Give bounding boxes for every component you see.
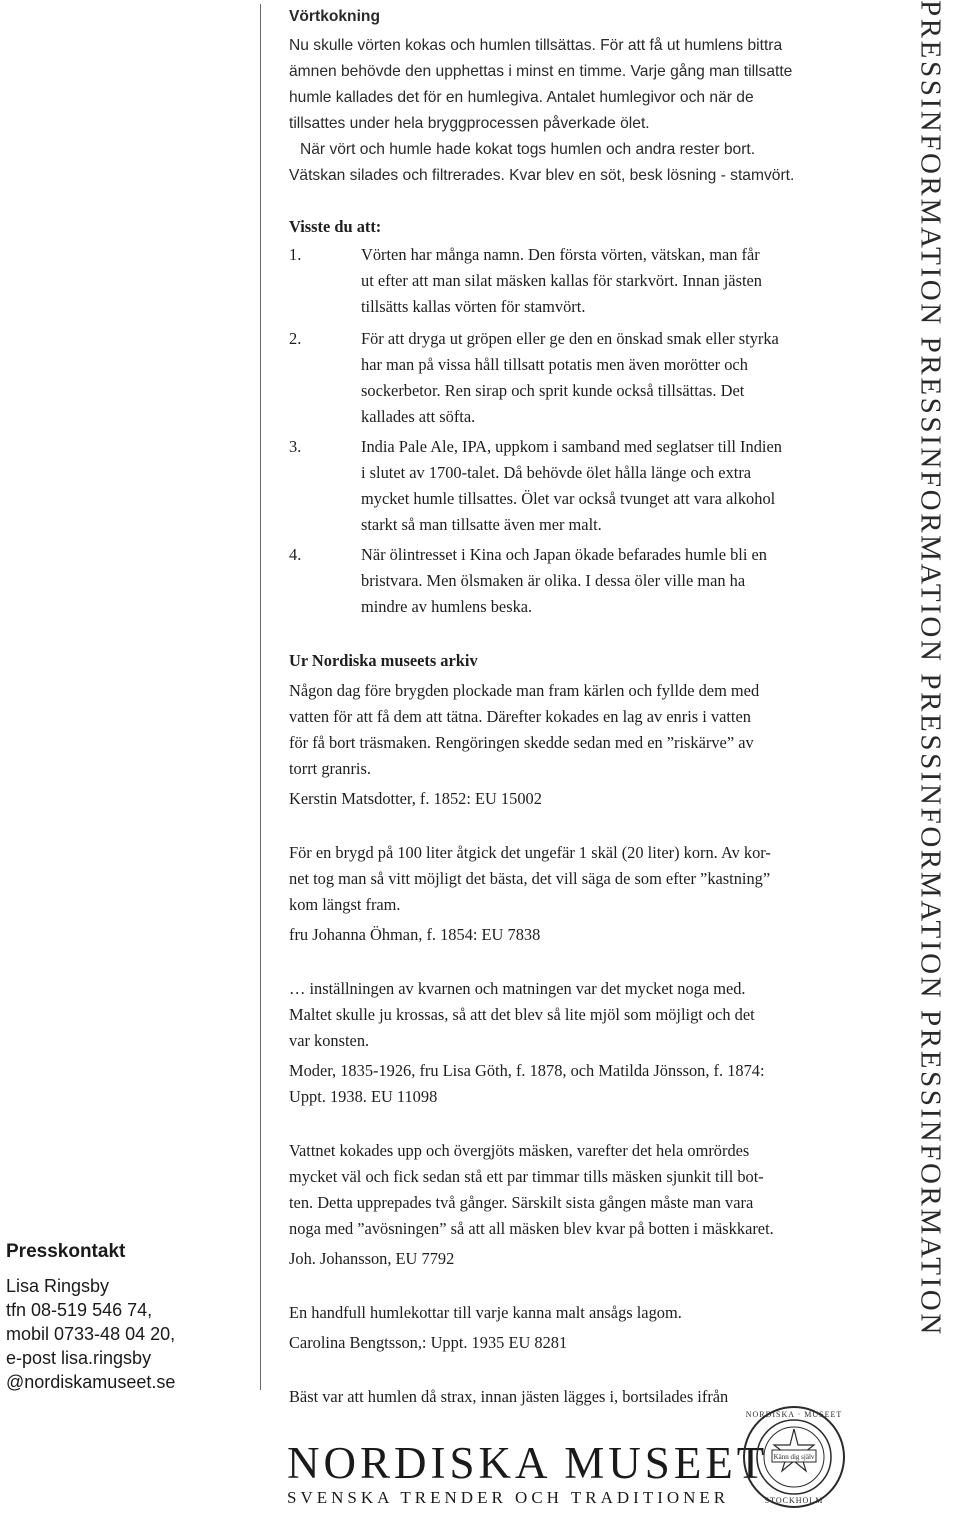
item-line: kallades att söfta.: [361, 407, 476, 426]
main-content: [289, 4, 849, 1410]
contact-mobile: mobil 0733-48 04 20,: [6, 1324, 176, 1344]
item-line: Vörten har många namn. Den första vörten, vätskan, man får: [361, 245, 760, 264]
archive-quote: [289, 840, 849, 948]
quote-source: Kerstin Matsdotter, f. 1852: EU 15002: [289, 789, 542, 808]
list-item: [289, 326, 849, 430]
museum-seal-icon: [742, 1405, 846, 1509]
quote-source: Carolina Bengtsson,: Uppt. 1935 EU 8281: [289, 1333, 568, 1352]
item-line: har man på vissa håll tillsatt potatis men även morötter och: [361, 355, 748, 374]
list-item: [289, 434, 849, 538]
archive-quote: [289, 976, 849, 1110]
section-heading: Vörtkokning: [289, 8, 380, 25]
item-line: bristvara. Men ölsmaken är olika. I dessa öler ville man ha: [361, 571, 746, 590]
quote-line: … inställningen av kvarnen och matningen var det mycket noga med.: [289, 979, 746, 998]
quote-line: torrt granris.: [289, 759, 371, 778]
quote-line: kom längst fram.: [289, 895, 401, 914]
list-number: 3.: [289, 437, 302, 456]
archive-quote: [289, 678, 849, 812]
item-line: i slutet av 1700-talet. Då behövde ölet hålla länge och extra: [361, 463, 752, 482]
quote-line: mycket väl och fick sedan stå ett par timmar tills mäsken sjunkit till bot-: [289, 1167, 764, 1186]
archive-quote: [289, 1138, 849, 1272]
contact-phone: tfn 08-519 546 74,: [6, 1300, 153, 1320]
quote-line: för få bort träsmaken. Rengöringen skedde sedan med en ”riskärve” av: [289, 733, 754, 752]
logo-tagline: SVENSKA TRENDER OCH TRADITIONER: [287, 1488, 730, 1507]
archive-quote: [289, 1300, 849, 1356]
contact-name: Lisa Ringsby: [6, 1276, 110, 1296]
item-line: sockerbetor. Ren sirap och sprit kunde också tillsättas. Det: [361, 381, 745, 400]
fact-list: [289, 242, 849, 620]
item-line: India Pale Ale, IPA, uppkom i samband med seglatser till Indien: [361, 437, 782, 456]
section-arkiv: [289, 648, 849, 1410]
logo-wordmark: NORDISKA MUSEET: [287, 1438, 769, 1488]
quote-source: Joh. Johansson, EU 7792: [289, 1249, 455, 1268]
column-divider: [260, 4, 261, 1390]
list-number: 2.: [289, 329, 302, 348]
body-line: Vätskan silades och filtrerades. Kvar blev en söt, besk lösning - stamvört.: [289, 167, 795, 184]
quote-source: Uppt. 1938. EU 11098: [289, 1087, 438, 1106]
pressinformation-text: PRESSINFORMATION PRESSINFORMATION PRESSINFORMATION PRESSINFORMATION: [914, 0, 947, 1337]
contact-email-line-1: e-post lisa.ringsby: [6, 1348, 152, 1368]
item-line: mycket humle tillsattes. Ölet var också tvunget att vara alkohol: [361, 489, 776, 508]
quote-line: Bäst var att humlen då strax, innan jästen lägges i, bortsilades ifrån: [289, 1387, 729, 1406]
press-contact: [6, 1240, 246, 1394]
quote-line: net tog man så vitt möjligt det bästa, det vill säga de som efter ”kastning”: [289, 869, 771, 888]
body-line: När vört och humle hade kokat togs humlen och andra rester bort.: [300, 141, 756, 158]
list-item: [289, 542, 849, 620]
quote-line: En handfull humlekottar till varje kanna malt ansågs lagom.: [289, 1303, 682, 1322]
quote-line: För en brygd på 100 liter åtgick det ungefär 1 skäl (20 liter) korn. Av kor-: [289, 843, 771, 862]
quote-source: Moder, 1835-1926, fru Lisa Göth, f. 1878, och Matilda Jönsson, f. 1874:: [289, 1061, 765, 1080]
quote-line: Maltet skulle ju krossas, så att det blev så lite mjöl som möjligt och det: [289, 1005, 755, 1024]
quote-source: fru Johanna Öhman, f. 1854: EU 7838: [289, 925, 541, 944]
press-contact-heading: Presskontakt: [6, 1241, 126, 1262]
section-heading: Visste du att:: [289, 217, 382, 236]
list-number: 1.: [289, 245, 302, 264]
section-heading: Ur Nordiska museets arkiv: [289, 651, 478, 670]
item-line: När ölintresset i Kina och Japan ökade befarades humle bli en: [361, 545, 767, 564]
quote-line: noga med ”avösningen” så att all mäsken blev kvar på botten i mäskkaret.: [289, 1219, 774, 1238]
quote-line: Vattnet kokades upp och övergjöts mäsken, varefter det hela omrördes: [289, 1141, 750, 1160]
svg-text:NORDISKA · MUSEET: NORDISKA · MUSEET: [745, 1410, 843, 1419]
body-line: Nu skulle vörten kokas och humlen tillsättas. För att få ut humlens bittra: [289, 37, 783, 54]
item-line: ut efter att man silat mäsken kallas för starkvört. Innan jästen: [361, 271, 762, 290]
svg-text:Känn dig själv: Känn dig själv: [773, 1453, 815, 1461]
item-line: För att dryga ut gröpen eller ge den en önskad smak eller styrka: [361, 329, 779, 348]
svg-text:STOCKHOLM: STOCKHOLM: [764, 1496, 824, 1505]
item-line: tillsätts kallas vörten för stamvört.: [361, 297, 586, 316]
pressinformation-banner: [900, 0, 960, 1380]
quote-line: ten. Detta upprepades två gånger. Särskilt sista gången måste man vara: [289, 1193, 754, 1212]
item-line: starkt så man tillsatte även mer malt.: [361, 515, 602, 534]
nordiska-museet-logo: [287, 1440, 768, 1508]
section-visste: [289, 214, 849, 620]
contact-email-line-2: @nordiskamuseet.se: [6, 1372, 176, 1392]
quote-line: var konsten.: [289, 1031, 370, 1050]
list-item: [289, 242, 849, 320]
quote-line: vatten för att få dem att tätna. Därefter kokades en lag av enris i vatten: [289, 707, 751, 726]
item-line: mindre av humlens beska.: [361, 597, 533, 616]
body-line: tillsattes under hela bryggprocessen påverkade ölet.: [289, 115, 650, 132]
body-line: humle kallades det för en humlegiva. Antalet humlegivor och när de: [289, 89, 754, 106]
quote-line: Någon dag före brygden plockade man fram kärlen och fyllde dem med: [289, 681, 760, 700]
section-vortkokning: [289, 4, 849, 189]
body-line: ämnen behövde den upphettas i minst en timme. Varje gång man tillsatte: [289, 63, 793, 80]
list-number: 4.: [289, 545, 302, 564]
